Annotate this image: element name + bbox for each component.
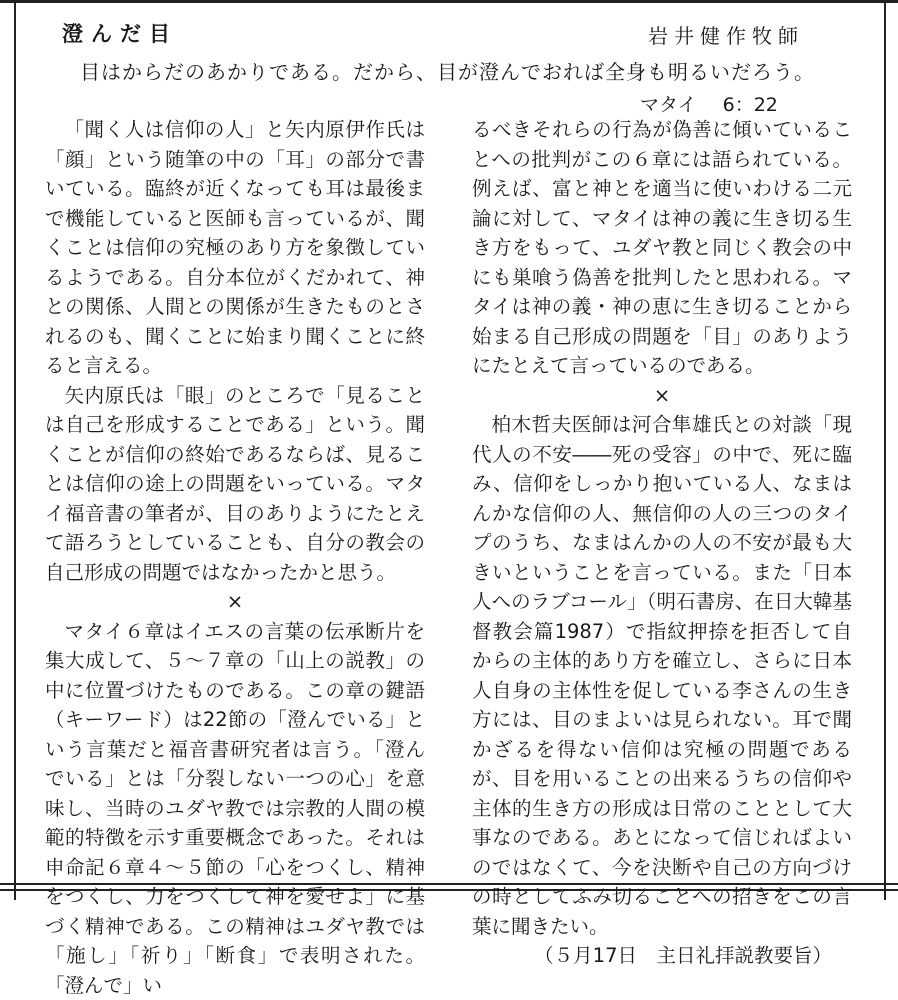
left-paragraph-2: 矢内原氏は「眼」のところで「見ることは自己を形成することである」という。聞くことが信仰の終始であるならば、見ることは信仰の途上の問題をいっている。マタイ福音書の筆者が、目のありようにたとえて語ろうとしていることも、自分の教会の自己形成の問題ではなかったかと思う。 bbox=[45, 381, 425, 588]
left-paragraph-1: 「聞く人は信仰の人」と矢内原伊作氏は「顔」という随筆の中の「耳」の部分で書いている。臨終が近くなっても耳は最後まで機能していると医師も言っているが、聞くことは信仰の究極のあり方を象徴しているようである。自分本位がくだかれて、神との関係、人間との関係が生きたものとされるのも、聞くことに始まり聞くことに終ると言える。 bbox=[45, 115, 425, 381]
author-name: 岩井健作牧師 bbox=[648, 20, 804, 49]
reference-chapter: 6：22 bbox=[723, 94, 778, 116]
section-separator: × bbox=[45, 587, 425, 617]
left-column bbox=[45, 115, 425, 1000]
epigraph-text: 目はからだのあかりである。だから、目が澄んでおれば全身も明るいだろう。 bbox=[80, 56, 815, 85]
frame-top-rule bbox=[0, 0, 898, 3]
frame-right-rule bbox=[884, 0, 886, 900]
frame-left-rule bbox=[14, 0, 16, 900]
section-separator: × bbox=[472, 381, 852, 411]
sermon-date-note: （５月17日 主日礼拝説教要旨） bbox=[472, 941, 852, 971]
right-paragraph-1: るべきそれらの行為が偽善に傾いていることへの批判がこの６章には語られている。例えば、富と神とを適当に使いわける二元論に対して、マタイは神の義に生き切る生き方をもって、ユダヤ教と同じく教会の中にも巣喰う偽善を批判したと思われる。マタイは神の義・神の恵に生き切ることから始まる自己形成の問題を「目」のありようにたとえて言っているのである。 bbox=[472, 115, 852, 381]
article-title: 澄んだ目 bbox=[62, 18, 178, 48]
reference-book: マタイ bbox=[640, 94, 697, 116]
scripture-reference bbox=[640, 90, 778, 117]
right-column bbox=[472, 115, 852, 971]
right-paragraph-2: 柏木哲夫医師は河合隼雄氏との対談「現代人の不安――死の受容」の中で、死に臨み、信仰をしっかり抱いている人、なまはんかな信仰の人、無信仰の人の三つのタイプのうち、なまはんかの人の不安が最も大きいということを言っている。また「日本人へのラブコール」（明石書房、在日大韓基督教会篇1987）で指紋押捺を拒否して自からの主体的あり方を確立し、さらに日本人自身の主体性を促している李さんの生き方には、目のまよいは見られない。耳で聞かざるを得ない信仰は究極の問題であるが、目を用いることの出来るうちの信仰や主体的生き方の形成は日常のこととして大事なのである。あとになって信じればよいのではなくて、今を決断や自己の方向づけの時としてふみ切ることへの招きをこの言葉に聞きたい。 bbox=[472, 410, 852, 941]
left-paragraph-3: マタイ６章はイエスの言葉の伝承断片を集大成して、５～７章の「山上の説教」の中に位置づけたものである。この章の鍵語（キーワード）は22節の「澄んでいる」という言葉だと福音書研究者は言う。「澄んでいる」とは「分裂しない一つの心」を意味し、当時のユダヤ教では宗教的人間の模範的特徴を示す重要概念であった。それは申命記６章４～５節の「心をつくし、精神をつくし、力をつくして神を愛せよ」に基づく精神である。この精神はユダヤ教では「施し」「祈り」「断食」で表明された。「澄んで」い bbox=[45, 617, 425, 1000]
